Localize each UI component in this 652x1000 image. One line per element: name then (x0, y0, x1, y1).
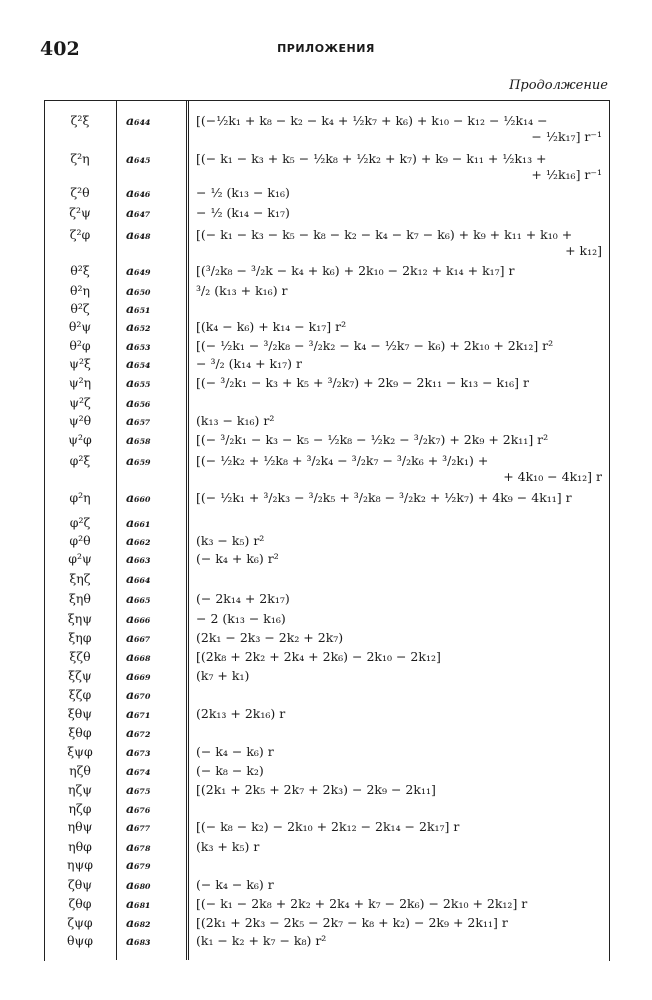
coefficient-cell: a₆₄₆ (126, 185, 151, 200)
expression-cell: [(− k₈ − k₂) − 2k₁₀ + 2k₁₂ − 2k₁₄ − 2k₁₇] r (196, 819, 460, 834)
coefficient-cell: a₆₇₃ (126, 744, 151, 759)
variable-cell: φ²θ (69, 533, 91, 548)
expression-continuation: + ½k₁₆] r⁻¹ (531, 167, 602, 182)
expression-cell: [(− k₁ − k₃ + k₅ − ½k₈ + ½k₂ + k₇) + k₉ − k₁₁ + ½k₁₃ + (196, 151, 547, 166)
expression-cell: (k₁₃ − k₁₆) r² (196, 413, 275, 428)
variable-cell: ηψφ (66, 857, 94, 872)
variable-cell: θ²φ (69, 338, 91, 353)
variable-cell: ξθφ (68, 725, 92, 740)
expression-cell: [(− ³/₂k₁ − k₃ − k₅ − ½k₈ − ½k₂ − ³/₂k₇) + 2k₉ + 2k₁₁] r² (196, 432, 549, 447)
expression-cell: [(− ½k₁ − ³/₂k₈ − ³/₂k₂ − k₄ − ½k₇ − k₆) + 2k₁₀ + 2k₁₂] r² (196, 338, 554, 353)
variable-cell: ξηψ (67, 611, 93, 626)
expression-cell: − ³/₂ (k₁₄ + k₁₇) r (196, 356, 302, 371)
expression-cell: (2k₁ − 2k₃ − 2k₂ + 2k₇) (196, 630, 344, 645)
coefficient-cell: a₆₄₅ (126, 151, 151, 166)
expression-cell: (k₃ + k₅) r (196, 839, 260, 854)
variable-cell: θ²ζ (70, 301, 90, 316)
variable-cell: ηθφ (68, 839, 92, 854)
coefficient-cell: a₆₅₇ (126, 413, 151, 428)
variable-cell: ψ²φ (68, 432, 92, 447)
coefficient-cell: a₆₈₂ (126, 915, 151, 930)
coefficient-cell: a₆₆₂ (126, 533, 151, 548)
running-head: ПРИЛОЖЕНИЯ (277, 42, 375, 55)
variable-cell: θ²η (69, 283, 91, 298)
coefficient-cell: a₆₆₈ (126, 649, 151, 664)
expression-continuation: + k₁₂] (565, 243, 602, 258)
variable-cell: ζθφ (68, 896, 92, 911)
variable-cell: ξηθ (69, 591, 91, 606)
coefficient-cell: a₆₅₃ (126, 338, 151, 353)
variable-cell: φ²ψ (68, 551, 92, 566)
coefficient-cell: a₆₆₁ (126, 515, 151, 530)
coefficient-cell: a₆₈₃ (126, 933, 151, 948)
coefficient-cell: a₆₅₀ (126, 283, 151, 298)
expression-cell: (− k₄ + k₆) r² (196, 551, 279, 566)
expression-continuation: − ½k₁₇] r⁻¹ (531, 129, 602, 144)
expression-cell: (k₇ + k₁) (196, 668, 250, 683)
expression-cell: [(− ³/₂k₁ − k₃ + k₅ + ³/₂k₇) + 2k₉ − 2k₁₁ − k₁₃ − k₁₆] r (196, 375, 529, 390)
coefficient-cell: a₆₅₄ (126, 356, 151, 371)
variable-cell: ζ²θ (70, 185, 90, 200)
coefficient-cell: a₆₄₇ (126, 205, 151, 220)
expression-cell: ³/₂ (k₁₃ + k₁₆) r (196, 283, 288, 298)
variable-cell: φ²η (69, 490, 91, 505)
expression-cell: [(− k₁ − k₃ − k₅ − k₈ − k₂ − k₄ − k₇ − k₆) + k₉ + k₁₁ + k₁₀ + (196, 227, 573, 242)
variable-cell: θ²ξ (70, 263, 90, 278)
expression-cell: [(2k₁ + 2k₅ + 2k₇ + 2k₃) − 2k₉ − 2k₁₁] (196, 782, 436, 797)
coefficient-cell: a₆₇₅ (126, 782, 151, 797)
expression-cell: − ½ (k₁₃ − k₁₆) (196, 185, 290, 200)
expression-cell: (k₁ − k₂ + k₇ − k₈) r² (196, 933, 327, 948)
coefficient-cell: a₆₇₁ (126, 706, 151, 721)
column-divider (116, 100, 117, 960)
expression-cell: [(³/₂k₈ − ³/₂k − k₄ + k₆) + 2k₁₀ − 2k₁₂ + k₁₄ + k₁₇] r (196, 263, 515, 278)
expression-cell: [(2k₈ + 2k₂ + 2k₄ + 2k₆) − 2k₁₀ − 2k₁₂] (196, 649, 441, 664)
variable-cell: ζθψ (67, 877, 93, 892)
coefficient-cell: a₆₅₅ (126, 375, 151, 390)
variable-cell: ξηφ (68, 630, 92, 645)
expression-cell: − 2 (k₁₃ − k₁₆) (196, 611, 286, 626)
expression-cell: (− k₈ − k₂) (196, 763, 264, 778)
variable-cell: ηζφ (68, 801, 92, 816)
expression-cell: (− k₄ − k₆) r (196, 744, 274, 759)
coefficient-cell: a₆₆₉ (126, 668, 151, 683)
coefficient-cell: a₆₄₈ (126, 227, 151, 242)
column-divider-double (186, 100, 189, 960)
variable-cell: ξθψ (67, 706, 93, 721)
coefficient-cell: a₆₆₅ (126, 591, 151, 606)
variable-cell: ζ²ψ (69, 205, 91, 220)
variable-cell: ηθψ (67, 819, 93, 834)
variable-cell: ζ²η (70, 151, 90, 166)
coefficient-cell: a₆₅₂ (126, 319, 151, 334)
variable-cell: φ²ζ (69, 515, 91, 530)
expression-cell: (− 2k₁₄ + 2k₁₇) (196, 591, 290, 606)
coefficient-cell: a₆₆₀ (126, 490, 151, 505)
variable-cell: ξψφ (67, 744, 93, 759)
coefficient-cell: a₆₆₆ (126, 611, 151, 626)
continuation-label: Продолжение (509, 78, 608, 93)
expression-continuation: + 4k₁₀ − 4k₁₂] r (503, 469, 602, 484)
coefficient-cell: a₆₅₆ (126, 395, 151, 410)
coefficient-cell: a₆₅₁ (126, 301, 151, 316)
expression-cell: (k₃ − k₅) r² (196, 533, 265, 548)
coefficient-cell: a₆₆₇ (126, 630, 151, 645)
variable-cell: ψ²η (68, 375, 92, 390)
coefficient-cell: a₆₇₂ (126, 725, 151, 740)
variable-cell: θ²ψ (68, 319, 92, 334)
variable-cell: ζ²ξ (70, 113, 90, 128)
variable-cell: ηζψ (67, 782, 93, 797)
expression-cell: [(k₄ − k₆) + k₁₄ − k₁₇] r² (196, 319, 347, 334)
variable-cell: ξηζ (69, 571, 91, 586)
coefficient-cell: a₆₆₄ (126, 571, 151, 586)
variable-cell: φ²ξ (69, 453, 91, 468)
variable-cell: θψφ (66, 933, 94, 948)
coefficient-cell: a₆₇₄ (126, 763, 151, 778)
coefficient-cell: a₆₇₇ (126, 819, 151, 834)
coefficient-cell: a₆₄₉ (126, 263, 151, 278)
variable-cell: ξζψ (68, 668, 92, 683)
coefficient-cell: a₆₇₉ (126, 857, 151, 872)
expression-cell: [(− ½k₂ + ½k₈ + ³/₂k₄ − ³/₂k₇ − ³/₂k₆ + ³/₂k₁) + (196, 453, 489, 468)
coefficient-cell: a₆₈₁ (126, 896, 151, 911)
coefficient-cell: a₆₇₈ (126, 839, 151, 854)
variable-cell: ζ²φ (69, 227, 91, 242)
variable-cell: ψ²θ (68, 413, 92, 428)
coefficient-cell: a₆₇₀ (126, 687, 151, 702)
expression-cell: [(−½k₁ + k₈ − k₂ − k₄ + ½k₇ + k₆) + k₁₀ − k₁₂ − ½k₁₄ − (196, 113, 548, 128)
expression-cell: (− k₄ − k₆) r (196, 877, 274, 892)
variable-cell: ξζφ (68, 687, 92, 702)
variable-cell: ηζθ (69, 763, 91, 778)
page-number: 402 (40, 38, 80, 60)
coefficient-cell: a₆₈₀ (126, 877, 151, 892)
expression-cell: − ½ (k₁₄ − k₁₇) (196, 205, 290, 220)
variable-cell: ψ²ξ (69, 356, 91, 371)
variable-cell: ψ²ζ (69, 395, 91, 410)
variable-cell: ξζθ (69, 649, 91, 664)
coefficient-cell: a₆₇₆ (126, 801, 151, 816)
expression-cell: [(− ½k₁ + ³/₂k₃ − ³/₂k₅ + ³/₂k₈ − ³/₂k₂ + ½k₇) + 4k₉ − 4k₁₁] r (196, 490, 572, 505)
expression-cell: [(− k₁ − 2k₈ + 2k₂ + 2k₄ + k₇ − 2k₆) − 2k₁₀ + 2k₁₂] r (196, 896, 528, 911)
coefficient-cell: a₆₄₄ (126, 113, 151, 128)
expression-cell: [(2k₁ + 2k₃ − 2k₅ − 2k₇ − k₈ + k₂) − 2k₉ + 2k₁₁] r (196, 915, 508, 930)
coefficient-cell: a₆₅₉ (126, 453, 151, 468)
coefficient-cell: a₆₆₃ (126, 551, 151, 566)
variable-cell: ζψφ (67, 915, 93, 930)
expression-cell: (2k₁₃ + 2k₁₆) r (196, 706, 286, 721)
coefficient-cell: a₆₅₈ (126, 432, 151, 447)
